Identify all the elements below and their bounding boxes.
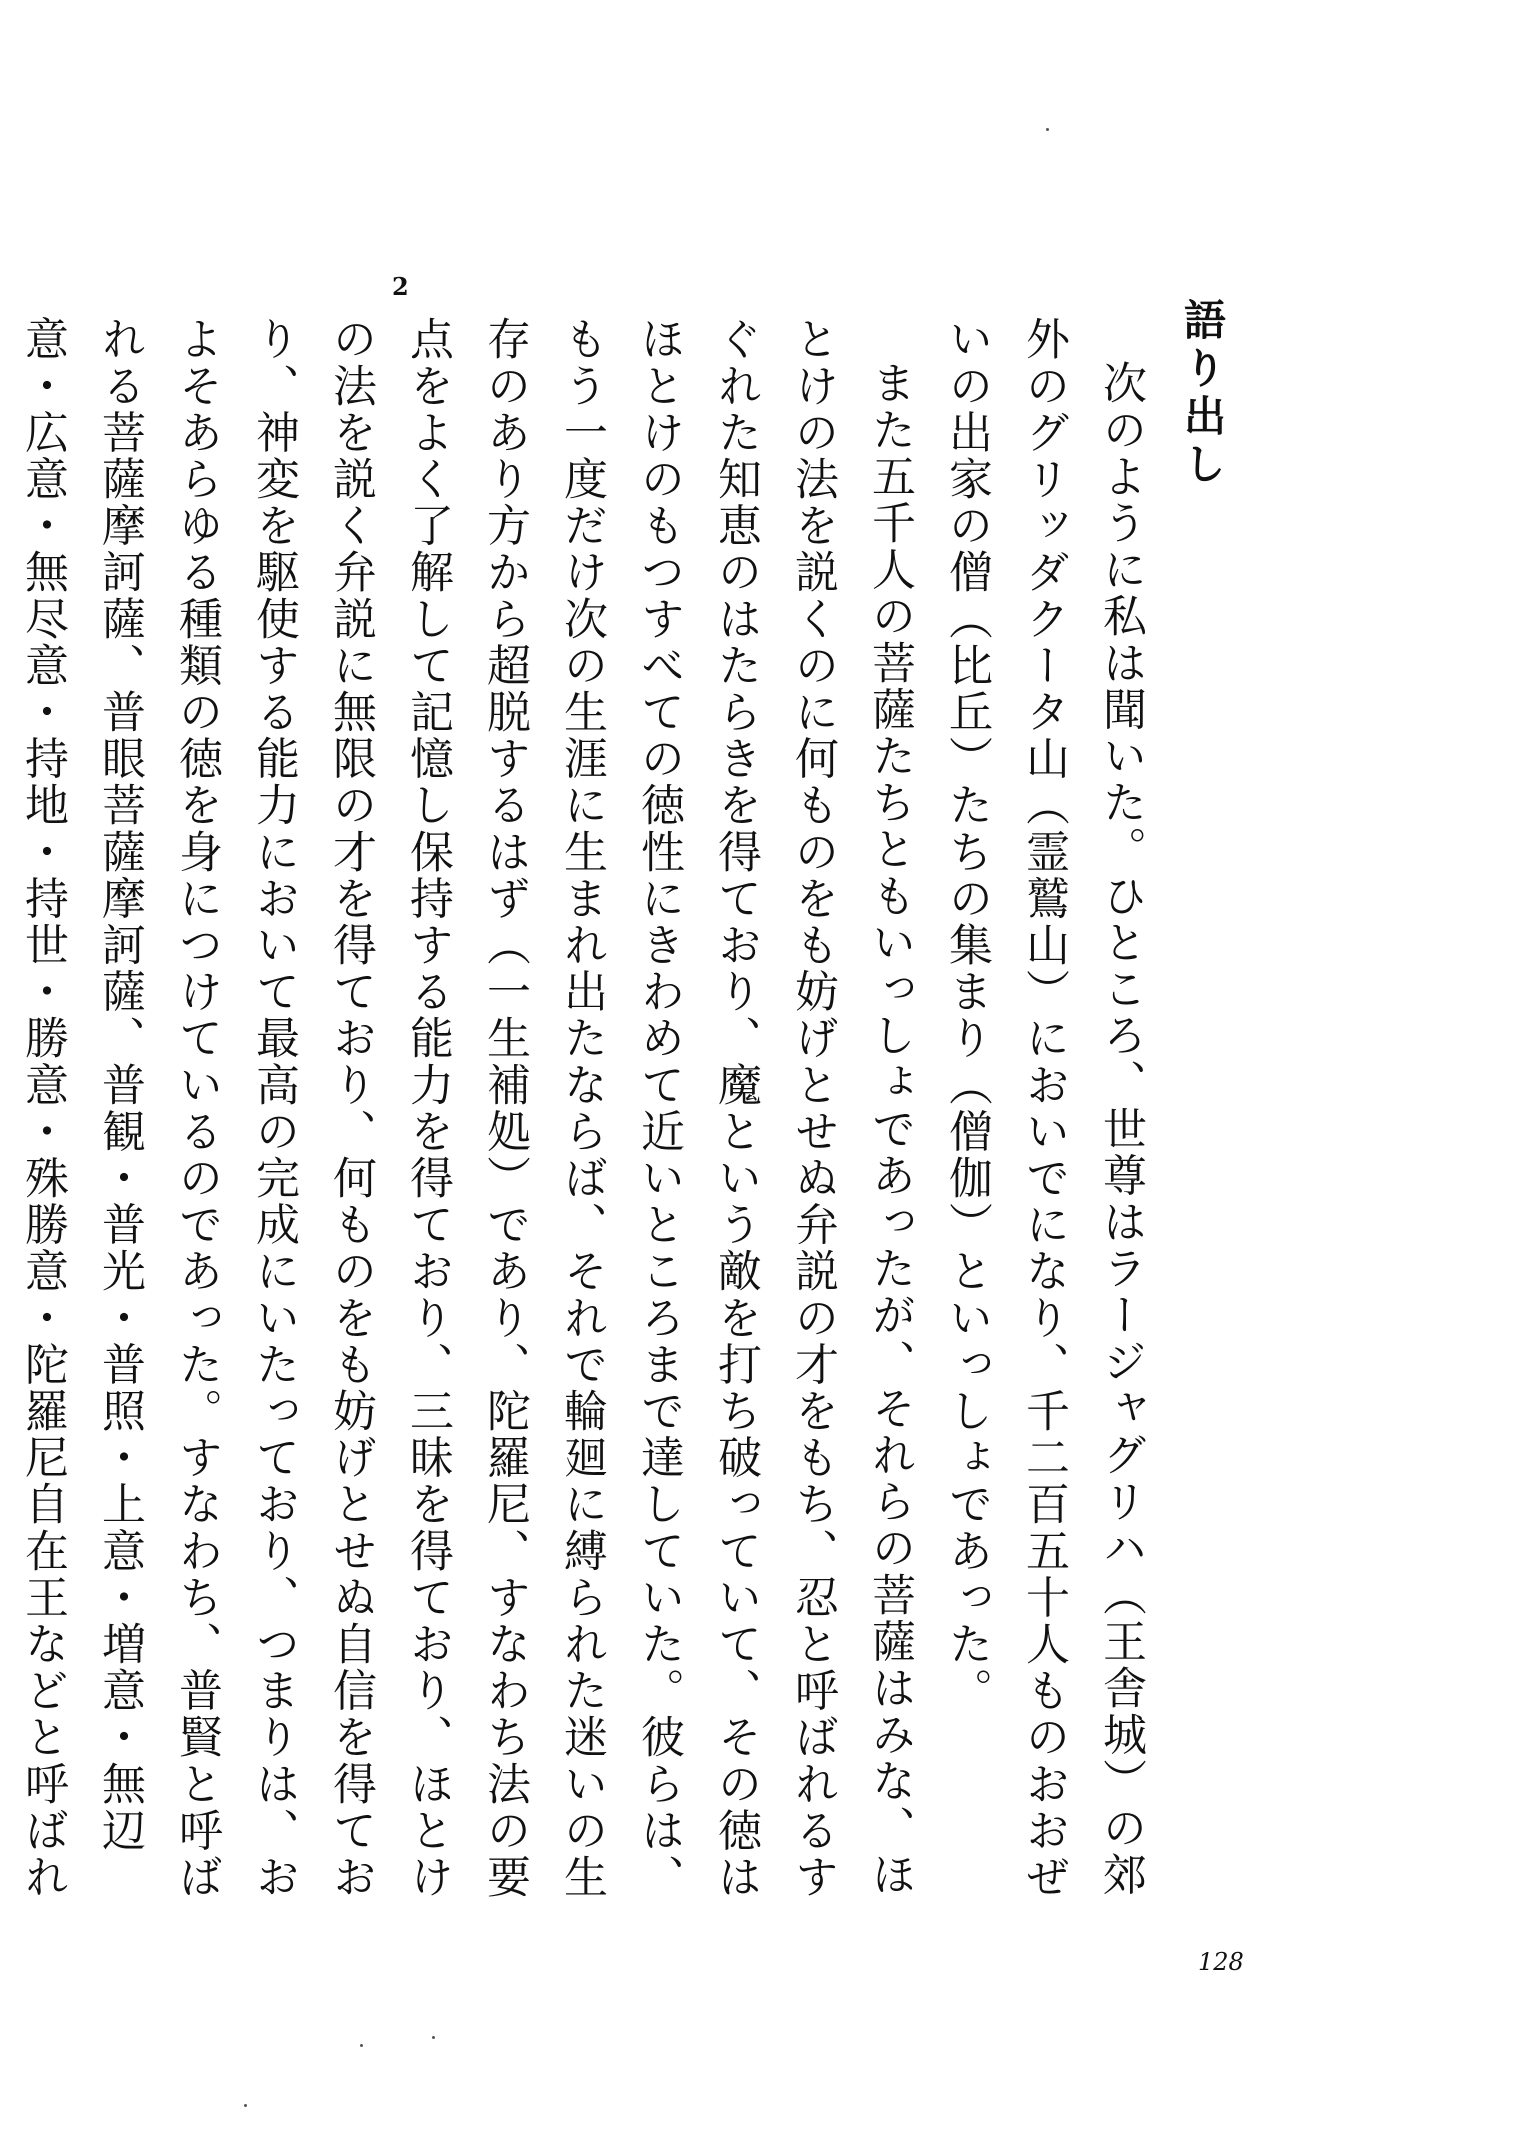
scan-speck — [360, 2044, 363, 2047]
page-number: 128 — [1198, 1948, 1244, 1976]
section-number: 2 — [392, 272, 409, 301]
scan-speck — [432, 2036, 435, 2039]
section-title: 語り出し — [1178, 298, 1227, 490]
body-text — [0, 316, 1159, 1906]
scan-speck — [244, 2104, 247, 2107]
paragraph-2: また五千人の菩薩たちともいっしょであったが、それらの菩薩はみな、ほとけの法を説くのに何ものをも妨げとせぬ弁説の才をもち、忍と呼ばれるすぐれた知恵のはたらきを得ており、魔という敵を打ち破っていて、その徳はほとけのもつすべての徳性にきわめて近いところまで達していた。彼らは、もう一度だけ次の生涯に生まれ出たならば、それで輪廻に縛られた迷いの生存のあり方から超脱するはず（一生補処）であり、陀羅尼、すなわち法の要点をよく了解して記憶し保持する能力を得ており、三昧を得ており、ほとけの法を説く弁説に無限の才を得ており、何ものをも妨げとせぬ自信を得ており、神変を駆使する能力において最高の完成にいたっており、つまりは、およそあらゆる種類の徳を身につけているのであった。すなわち、普賢と呼ばれる菩薩摩訶薩、普眼菩薩摩訶薩、普観・普光・普照・上意・増意・無辺意・広意・無尽意・持地・持世・勝意・殊勝意・陀羅尼自在王などと呼ばれ — [17, 316, 915, 1901]
paragraph-1: 次のように私は聞いた。ひところ、世尊はラージャグリハ（王舎城）の郊外のグリッダクータ山（霊鷲山）においでになり、千二百五十人ものおおぜいの出家の僧（比丘）たちの集まり（僧伽）といっしょであった。 — [941, 316, 1146, 1901]
scan-speck — [1046, 128, 1049, 131]
